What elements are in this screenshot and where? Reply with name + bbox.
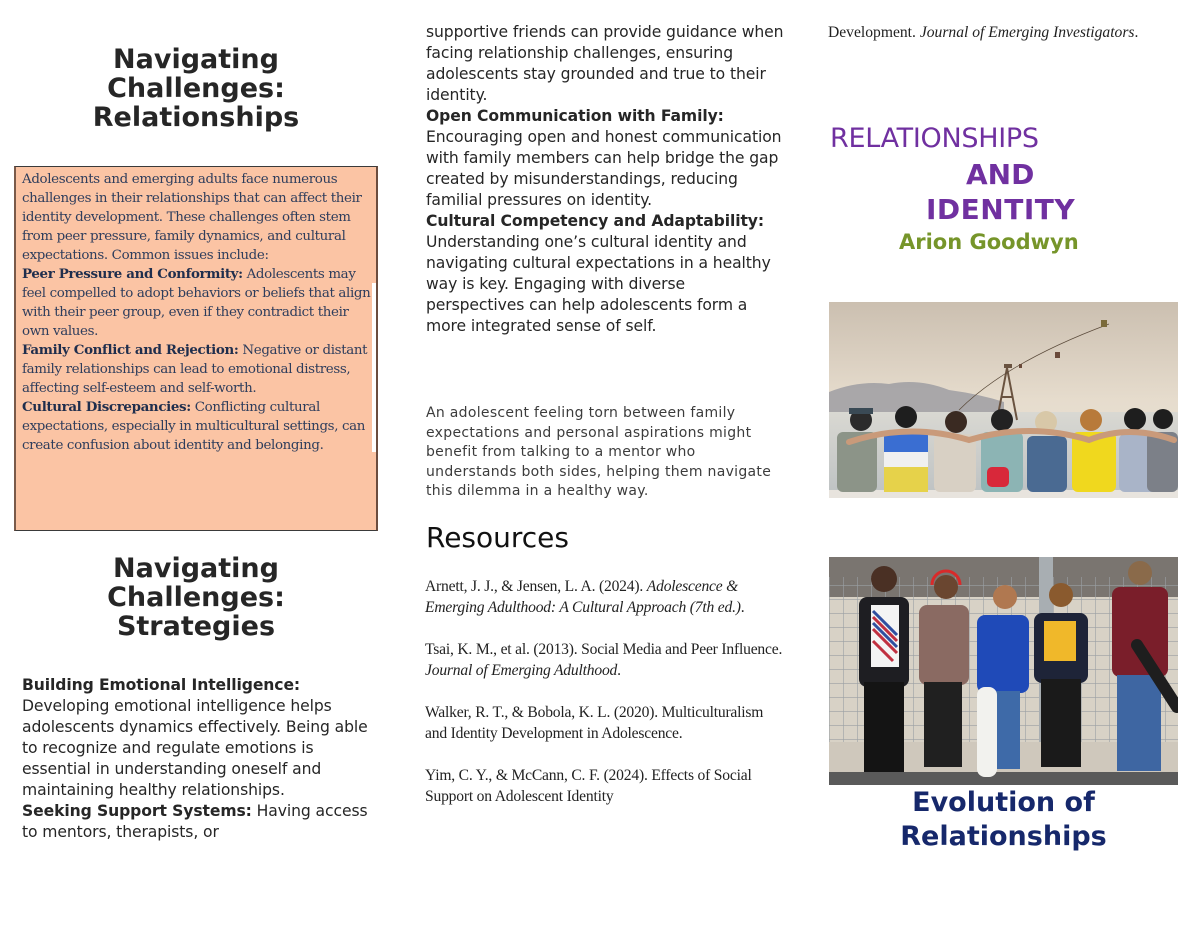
cover-title-line2: AND — [966, 158, 1035, 191]
reference-text: Development. — [828, 24, 920, 41]
issue-text: Conflicting cultural expectations, especially in multicultural settings, can create confusion about identity and belonging. — [22, 400, 366, 453]
issue-label: Cultural Discrepancies: — [22, 399, 191, 415]
title-line: Relationships — [900, 821, 1107, 852]
title-line: Navigating — [113, 44, 279, 75]
issue-label: Peer Pressure and Conformity: — [22, 266, 243, 282]
strategy-item — [22, 801, 382, 843]
reference-tail: . — [617, 662, 621, 679]
strategy-label: Building Emotional Intelligence: — [22, 676, 301, 694]
title-line: Challenges: — [107, 582, 285, 613]
reference-text: Arnett, J. J., & Jensen, L. A. (2024). — [425, 578, 647, 595]
callout-issue — [22, 398, 374, 455]
reference-text: Yim, C. Y., & McCann, C. F. (2024). Effects of Social Support on Adolescent Identity — [425, 767, 752, 805]
title-line: Relationships — [92, 102, 300, 133]
reference-text: Tsai, K. M., et al. (2013). Social Media and Peer Influence. — [425, 641, 783, 658]
references-list — [425, 576, 785, 828]
strategy-text: Having access to mentors, therapists, or — [22, 802, 368, 841]
strategy-label: Open Communication with Family: — [426, 107, 724, 125]
reference-title: Adolescence & Emerging Adulthood: A Cultural Approach (7th ed.) — [425, 578, 741, 616]
reference-title: Journal of Emerging Investigators — [919, 24, 1135, 41]
example-paragraph: An adolescent feeling torn between family expectations and personal aspirations might benefit from talking to a mentor who understands both sides, helping them navigate this dilemma in a healthy way. — [426, 405, 772, 499]
reference-tail: . — [1134, 24, 1139, 41]
cover-title-line1: RELATIONSHIPS — [830, 123, 1039, 154]
reference-item — [425, 576, 785, 618]
reference-title: Journal of Emerging Adulthood — [425, 662, 618, 679]
strategy-text: Encouraging open and honest communication with family members can help bridge the gap created by misunderstandings, reducing familial pressures on identity. — [426, 128, 782, 209]
evolution-of-relationships-title — [829, 786, 1178, 854]
strategy-label: Seeking Support Systems: — [22, 802, 252, 820]
strategy-label: Cultural Competency and Adaptability: — [426, 212, 765, 230]
challenges-callout-text — [22, 170, 374, 455]
strategy-text: Developing emotional intelligence helps adolescents dynamics effectively. Being able to recognize and regulate emotions is essential in understanding oneself and maintaining healthy relationships. — [22, 697, 368, 799]
reference-tail: . — [740, 599, 745, 616]
strategy-item — [426, 211, 786, 337]
title-line: Strategies — [116, 611, 276, 642]
strategy-item — [22, 675, 382, 801]
reference-item — [425, 765, 785, 807]
teens-photo — [829, 557, 1178, 785]
callout-issue — [22, 341, 374, 398]
friends-photo-illustration — [829, 302, 1178, 498]
friends-photo — [829, 302, 1178, 498]
strategies-body-continued — [426, 22, 786, 337]
issue-text: Adolescents may feel compelled to adopt behaviors or beliefs that align with their peer group, even if they contradict their own values. — [22, 267, 371, 339]
title-line: Navigating — [113, 553, 279, 584]
strategies-body — [22, 675, 382, 843]
strategy-text: Understanding one’s cultural identity and navigating cultural expectations in a healthy way is key. Engaging with diverse perspectives can help adolescents form a more integrated sense of self. — [426, 233, 771, 335]
reference-text: Walker, R. T., & Bobola, K. L. (2020). Multiculturalism and Identity Development in Adolescence. — [425, 704, 764, 742]
reference-item — [425, 702, 785, 744]
relationships-challenges-title — [0, 45, 392, 132]
strategies-title — [0, 554, 392, 641]
callout-issue — [22, 265, 374, 341]
title-line: Challenges: — [107, 73, 285, 104]
callout-intro: Adolescents and emerging adults face numerous challenges in their relationships that can affect their identity development. These challenges often stem from peer pressure, family dynamics, and cultural expectations. Common issues include: — [22, 172, 362, 263]
title-line: Evolution of — [912, 787, 1095, 818]
strategy-item — [426, 106, 786, 211]
cover-title-line3: IDENTITY — [926, 193, 1076, 226]
reference-item — [425, 639, 785, 681]
issue-label: Family Conflict and Rejection: — [22, 342, 239, 358]
teens-photo-illustration — [829, 557, 1178, 785]
issue-text: Negative or distant family relationships can lead to emotional distress, affecting self-esteem and self-worth. — [22, 343, 368, 396]
author-name: Arion Goodwyn — [899, 230, 1079, 254]
continued-paragraph: supportive friends can provide guidance when facing relationship challenges, ensuring adolescents stay grounded and true to their identity. — [426, 23, 784, 104]
resources-heading: Resources — [426, 521, 569, 554]
reference-continued — [828, 22, 1158, 43]
